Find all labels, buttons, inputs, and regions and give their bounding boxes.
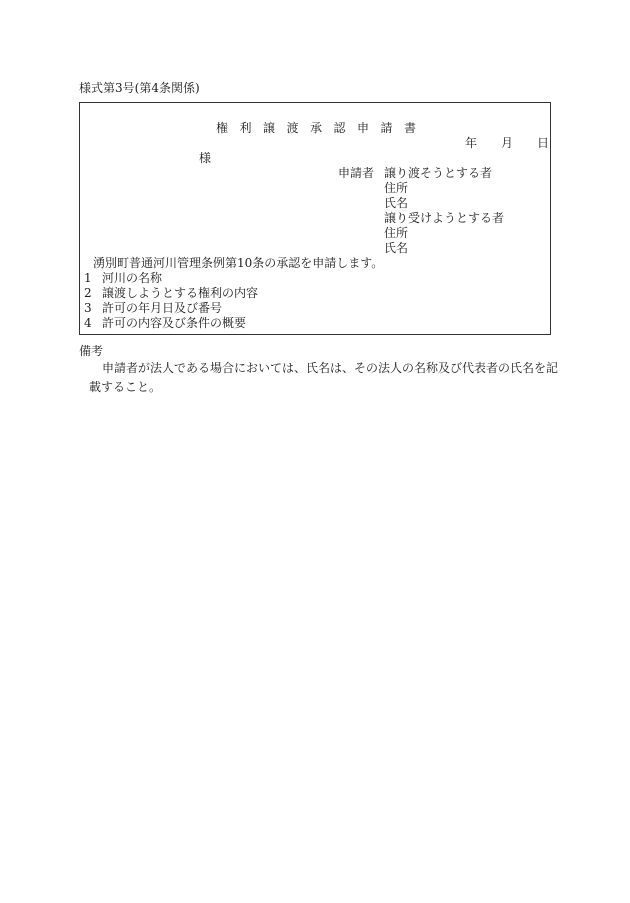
date-day-label: 日 bbox=[537, 136, 550, 150]
item-number: 2 bbox=[84, 286, 92, 300]
remarks-heading: 備考 bbox=[79, 344, 104, 358]
transferee-name-label: 氏名 bbox=[384, 241, 409, 255]
remarks-text-line1: 申請者が法人である場合においては、氏名は、その法人の名称及び代表者の氏名を記 bbox=[102, 361, 559, 375]
date-month-label: 月 bbox=[501, 136, 514, 150]
item-text-rights-content: 譲渡しようとする権利の内容 bbox=[102, 286, 259, 300]
item-text-river-name: 河川の名称 bbox=[102, 271, 163, 285]
addressee-suffix: 様 bbox=[199, 151, 212, 165]
item-number: 3 bbox=[84, 301, 92, 315]
remarks-text-line2: 載すること。 bbox=[89, 380, 162, 394]
transferee-heading: 譲り受けようとする者 bbox=[384, 211, 505, 225]
item-number: 4 bbox=[84, 316, 92, 330]
transferor-address-label: 住所 bbox=[384, 181, 409, 195]
applicant-label: 申請者 bbox=[338, 166, 375, 180]
document-title: 権利譲渡承認申請書 bbox=[216, 121, 428, 135]
item-text-permit-date-number: 許可の年月日及び番号 bbox=[102, 301, 223, 315]
item-text-permit-conditions: 許可の内容及び条件の概要 bbox=[102, 316, 247, 330]
transferee-address-label: 住所 bbox=[384, 226, 409, 240]
transferor-heading: 譲り渡そうとする者 bbox=[384, 166, 493, 180]
date-year-label: 年 bbox=[465, 136, 478, 150]
form-number-label: 様式第3号(第4条関係) bbox=[79, 81, 200, 95]
application-statement: 湧別町普通河川管理条例第10条の承認を申請します。 bbox=[93, 256, 384, 270]
transferor-name-label: 氏名 bbox=[384, 196, 409, 210]
item-number: 1 bbox=[84, 271, 92, 285]
